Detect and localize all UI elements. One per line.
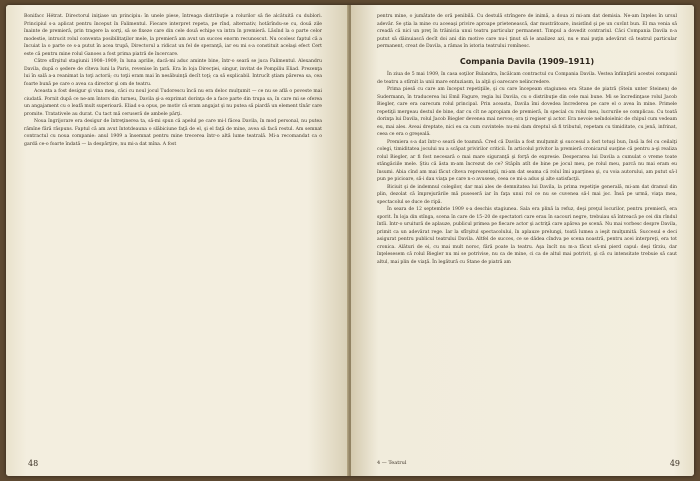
open-book [6,5,694,476]
paragraph: Către sfîrşitul stagiunii 1908–1909, în luna aprilie, dacă-mi aduc aminte bine, într-o seară se juca Falimentul. Alexandru Davila, după o şedere de cîteva luni la Paris, revenise în ţară. Era în loja Direcţiei, singur, invitat de Pompiliu Eliad. Prezenţa lui în sală a-a reanimat la toţi actorii; cu toţii eram mai în nesăbuinţă decît toţi; ca să explicabil. Intrucît ştiam părerea sa, cea foarte bună pe care o avea ca director şi om de teatru. [24,59,322,87]
paragraph: În ziua de 5 mai 1909, în casa soţilor Bulandra, încălcam contractul cu Compania Davila. Vestea înfiinţării acestei companii de teatru a stîrnit la unii mare entuziasm, la alţii şi oarecare nelincredere. [377,72,677,85]
paragraph: Premiera s-a dat într-o seară de toamnă. Cred că Davila a fost mulţumit şi succesul a fost totuşi bun, însă la fel cu ceilalţi colegi, timiditatea jocului nu a scăpat privirilor criticii. În articolul privitor la premieră cronicarul susţine că pentru a-şi realiza rolul Biegler, ar fi fost necesară o mai mare siguranţă şi forţă de expresie. Desperarea lui Davila a cumulat o vreme toate stăngăciile mele. Ştiu că ăsta m-am încrezut de ce? Stăpîn atît de bine pe jocul meu, pe rolul meu, parcă nu mai eram eu însumi. Abia cînd am mai făcut cîteva reprezentaţii, mi-am dat seama că rolul îmi aparţinea şi, cu voia autorului, am putut să-l pun pe picioare, să-i dau viaţa pe care n-o avusese, ceea ce mi-a adus şi alte satisfacţii. [377,139,677,182]
right-text-column [377,13,677,266]
paragraph: Bonifacc Hétrat. Directorul iniţiase un principiu: în unele piese, întreaga distribuţie a rolurilor să fie alcătuită cu dublori. Principiul s-a aplicat pentru început în Falimentul. Fiecare interpret repeta, pe rînd, alternativ, hotărîndu-se cu, două zile înainte de premieră, prin tragere la sorţi, să se fixeze care din cele două echipe va intra în premieră. Lăsînd la o parte celor modestie, intrucit rolul conventa posibilitaţilor mele, la premieră am avut un succes enorm recunoscut. Nu ocolesc faptul că a încuiat la o parte ce s-a putut în acea trupă, Directorul a ridicat un fel de speranţă, iar eu mi s-a constituit acelaşi efect Cert este că pentru mine rolul Ganoes a fost prima piatră de încercare. [24,14,322,57]
page-number: 48 [28,459,39,468]
left-text-column [24,13,322,148]
paragraph: Prima piesă cu care am început repetiţiile, şi cu care începeam stagiunea era Stane de piatră (Stein unter Steinen) de Sudermann, în traducerea lui Emil Fagure, regia lui Davila, cu o distribuţie din cele mai bune. Mi se încredinţase rolul Jacob Biegler, care era oarecum rolul principal. Prin aceasta, Davila îmi dovedea încrederea pe care el o avea în mine. Primele repetiţii mergeau destul de bine, dar cu cît ne apropiam de premieră, în special cu rolul meu, lucrurile se complicau. Cu toată dorinţa lui Davila, rolul Jacob Biegler devenea mai nervos; ora ţi regiser şi actor. Era nevoie neîndoielnic de chipul cum vedeam eu, mai ales. Aveai dreptate, nici eu ca cum cuvintele: nu-mi dam dreptul să fi tributul, repetam cu timiditate, cu jenă, infrinat, ceea ce era o greşeală. [377,87,677,137]
signature-mark: 4 — Teatrul [377,460,407,466]
paragraph: Aceasta a fost desigur şi vina mea, căci cu noul jocul Tudorescu încă nu era deloc mulţumit — ce nu se află o poveste mai ciudată. Pornit după ce ne-am întors din turneu, Davila şi-a exprimat dorinţa de a face parte din trupa sa, în care mi se oferea un angajament cu o leafă mult superioară. Eliad s-a opus, pe motiv că eram angajat şi nu putea să piardă un element tînăr care promite. Tratativele au durat. Cu tact mă ceruseră de ambele părţi. [24,89,322,117]
right-page [351,5,694,476]
paragraph: În seara de 12 septembrie 1909 s-a deschis stagiunea. Sala era plină la refuz, deşi preţul locurilor, pentru premieră, era sporit. În loja din stînga, scena în care de 15–20 de spectatori care erau în sacouri negre, trebuiau să întreacă pe cei din rîndul întîi. Intr-o uruitură de aplauze, publicul primea pe fiecare actor şi actriţă care apărea pe scenă. Nu mai vorbesc despre Davila, primit ca un adevărat rege. Iar la sfîrşitul spectacolului, în aplauze prelungi, toată lumea a ieşit mulţumită. Succesul e deci asigurat pentru publicul teatrului Davila. Altfel de succes, ce se dădea cîndva pe scena noastră, pentru acei interpreţi, era tot cronica. Alături de ei, cu mai mult noroc, fără poate la teatru. Aşa încît nu m-a făcut să-mi pierd capul: deşi tîrziu, dar înţelesesem că rolul Biegler nu mi se potrivise, nu ca de mine, ci ca de altul mai potrivit, şi că cu intensitate trebuie să caut altul, mai plin de viaţă. În legătură cu Stane de piatră am [377,207,677,265]
paragraph: Biciuit şi de indemnul colegilor, dar mai ales de demnitatea lui Davila, la prima repetiţie generală, mi-am dat dramul din plin, dezolat că împrejurările mă puseseră iar în faţa unui rol ce nu se cuvenea să-l mai joc. Însă pe urmă, viaţa mea, spectacolul se duce de ripă. [377,184,677,205]
paragraph: pentru mine, o jumătate de oră penibilă. Cu destulă strîngere de inimă, a doua zi mi-am dat demisia. Ne-am înţeles în ursul adevăr. Se ştia la mine cu aceeaşi privire aproape prietenească, dar mustrătoare, insistînd şi pe un cuvînt bun. El ma venia să creadă că nici un preţ în trăinicia unui teatru particular permanent. Timpul a dovedit contrariul. Căci Compania Davila n-a putut să dăinuiască decît doi ani din motive care nu-i ţinut să le analizez azi, nu e mai puţin adevărat că teatrul particular permanent, creat de Davila, a rămas în istoria teatrului romînesc. [377,14,677,49]
left-page [6,5,349,476]
paragraph: Noua îngrijorare era desigur de întreţinerea ta, să-mi spun că apelul pe care mi-l făcea Davila, în mod personal, nu putea rămîne fără răspuns. Faptul că am avut întotdeauna o slăbiciune faţă de el, şi el faţă de mine, avea să facă restul. Am semnat contractul cu noua companie: anul 1909 a însemnat pentru mine trecerea într-o altă lume teatrală. Mi-a recomandat ca o gardă ce-o foarte îndată — la despărţire, nu mi-a dat mîna. A fost [24,119,322,147]
page-number: 49 [669,459,680,468]
section-heading: Compania Davila (1909–1911) [459,56,595,66]
